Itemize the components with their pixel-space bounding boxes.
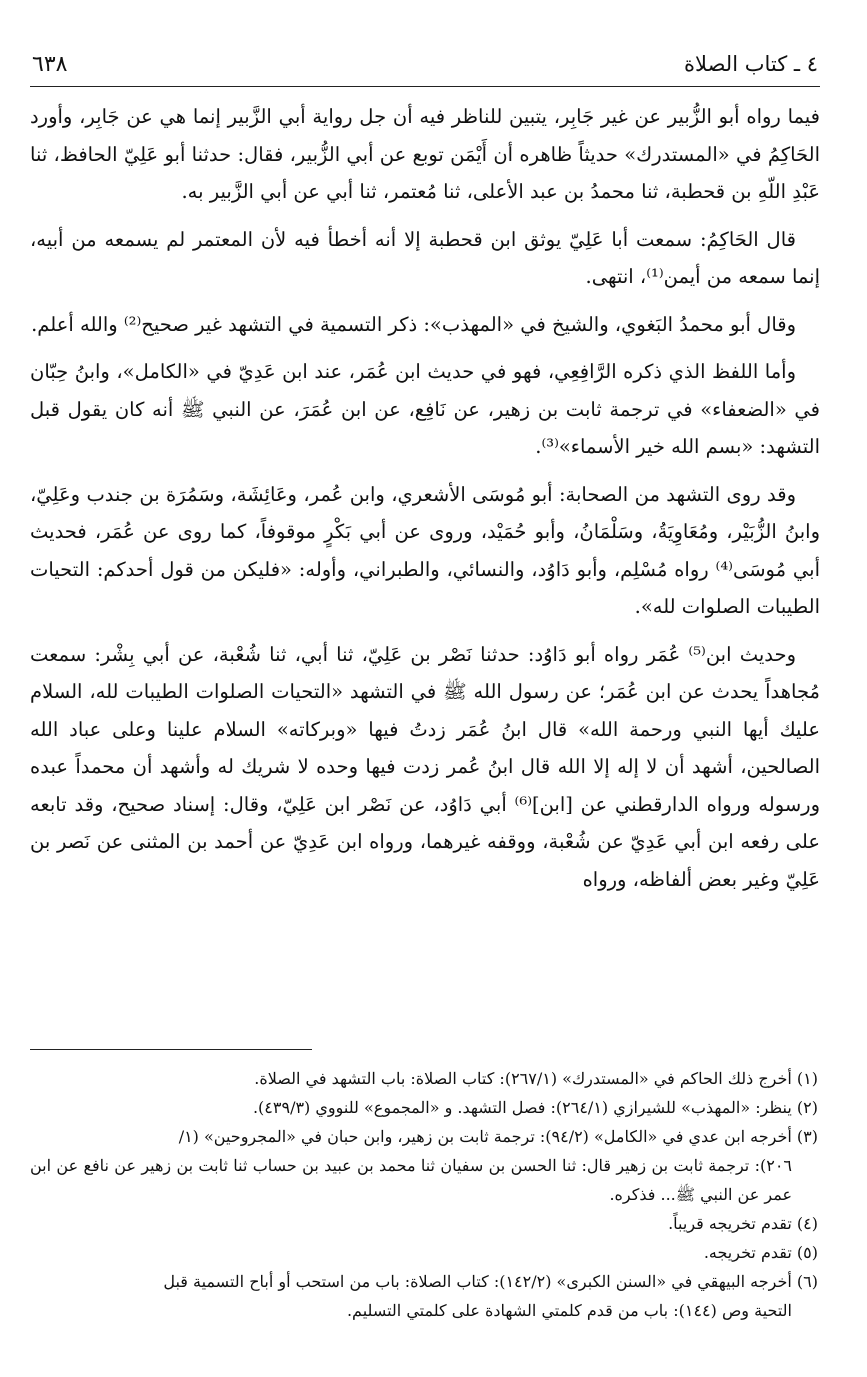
page-header [30,46,820,87]
footnote [30,1064,820,1093]
footnote [30,1267,820,1325]
footnotes [30,1064,820,1325]
paragraph: وقد روى التشهد من الصحابة: أبو مُوسَى الأشعري، وابن عُمر، وعَائِشَة، وسَمُرَة بن جندب وعَلِيّ، وابنُ الزُّبَيْر، ومُعَاوِيَةُ، وسَلْمَانُ، وأبو حُمَيْد، وروى عن أبي بَكْرٍ موقوفاً، كما روى عن عُمَر، فحديث أبي مُوسَى⁽⁴⁾ رواه مُسْلِم، وأبو دَاوُد، والنسائي، والطبراني، وأوله: «فليكن من قول أحدكم: التحيات الطيبات الصلوات لله». [30,482,820,618]
footnote-text: ينظر: «المهذب» للشيرازي (٢٦٤/١): فصل التشهد. و «المجموع» للنووي (٤٣٩/٣). [252,1098,792,1117]
footnote-text: تقدم تخريجه. [703,1243,792,1262]
footnote [30,1238,820,1267]
footnote [30,1209,820,1238]
footnote-continuation: ٢٠٦): ترجمة ثابت بن زهير قال: ثنا الحسن بن سفيان ثنا محمد بن عبيد بن حساب ثنا ثابت بن زهير عن نافع عن ابن عمر عن النبي ﷺ... فذكره. [30,1156,793,1204]
main-text [30,98,820,908]
footnote-text: أخرجه البيهقي في «السنن الكبرى» (١٤٢/٢): كتاب الصلاة: باب من استحب أو أباح التسمية قبل [163,1272,792,1291]
footnote-number: (٦) [796,1272,818,1291]
footnote-number: (٣) [796,1127,818,1146]
page-number: ٦٣٨ [32,52,68,77]
running-head: ٤ ـ كتاب الصلاة [684,52,818,76]
paragraph: وأما اللفظ الذي ذكره الرَّافِعِي، فهو في حديث ابن عُمَر، عند ابن عَدِيّ في «الكامل»، وابنُ حِبّان في «الضعفاء» في ترجمة ثابت بن زهير، عن نَافِع، عن ابن عُمَرَ، عن النبي ﷺ أنه كان يقول قبل التشهد: «بسم الله خير الأسماء»⁽³⁾. [30,360,820,458]
footnote [30,1093,820,1122]
book-page [30,46,820,1346]
footnote [30,1122,820,1209]
footnote-text: تقدم تخريجه قريباً. [668,1214,792,1233]
footnote-number: (٢) [796,1098,818,1117]
paragraph: وحديث ابن⁽⁵⁾ عُمَر رواه أبو دَاوُد: حدثنا نَصْر بن عَلِيّ، ثنا أبي، ثنا شُعْبة، عن أبي بِشْر: سمعت مُجاهداً يحدث عن ابن عُمَر؛ عن رسول الله ﷺ في التشهد «التحيات الصلوات الطيبات لله، السلام عليك أيها النبي ورحمة الله» قال ابنُ عُمَر زدتُ فيها «وبركاته» السلام علينا وعلى عباد الله الصالحين، أشهد أن لا إله إلا الله قال ابنُ عُمر زدت فيها وحده لا شريك له وأشهد أن محمداً عبده ورسوله ورواه الدارقطني عن [ابن]⁽⁶⁾ أبي دَاوُد، عن نَصْر ابن عَلِيّ، وقال: إسناد صحيح، وقد تابعه على رفعه ابن أبي عَدِيّ عن شُعْبة، ووقفه غيرهما، ورواه ابن عَدِيّ عن أحمد بن المثنى عن نَصر بن عَلِيّ وغير بعض ألفاظه، ورواه [30,642,820,891]
paragraph: وقال أبو محمدُ البَغوي، والشيخ في «المهذب»: ذكر التسمية في التشهد غير صحيح⁽²⁾ والله أعلم. [31,312,796,336]
footnote-continuation: التحية وص (١٤٤): باب من قدم كلمتي الشهادة على كلمتي التسليم. [346,1301,792,1320]
footnote-separator [30,1049,312,1050]
footnote-number: (٥) [796,1243,818,1262]
footnote-number: (١) [796,1069,818,1088]
footnote-text: أخرج ذلك الحاكم في «المستدرك» (٢٦٧/١): كتاب الصلاة: باب التشهد في الصلاة. [254,1069,792,1088]
footnote-text: أخرجه ابن عدي في «الكامل» (٩٤/٢): ترجمة ثابت بن زهير، وابن حبان في «المجروحين» (١/ [178,1127,792,1146]
paragraph: قال الحَاكِمُ: سمعت أبا عَلِيّ يوثق ابن قحطبة إلا أنه أخطأ فيه لأن المعتمر لم يسمعه من أبيه، إنما سمعه من أيمن⁽¹⁾، انتهى. [30,227,820,288]
paragraph: فيما رواه أبو الزُّبير عن غير جَابِر، يتبين للناظر فيه أن جل رواية أبي الزَّبير إنما هي عن جَابِر، وأورد الحَاكِمُ في «المستدرك» حديثاً ظاهره أن أَيْمَن توبع عن أبي الزُّبير، فقال: حدثنا أبو عَلِيّ الحافظ، ثنا عَبْدِ اللّهِ بن قحطبة، ثنا محمدُ بن عبد الأعلى، ثنا مُعتمر، ثنا أبي عن أبي الزَّبير به. [30,105,820,203]
footnote-number: (٤) [796,1214,818,1233]
